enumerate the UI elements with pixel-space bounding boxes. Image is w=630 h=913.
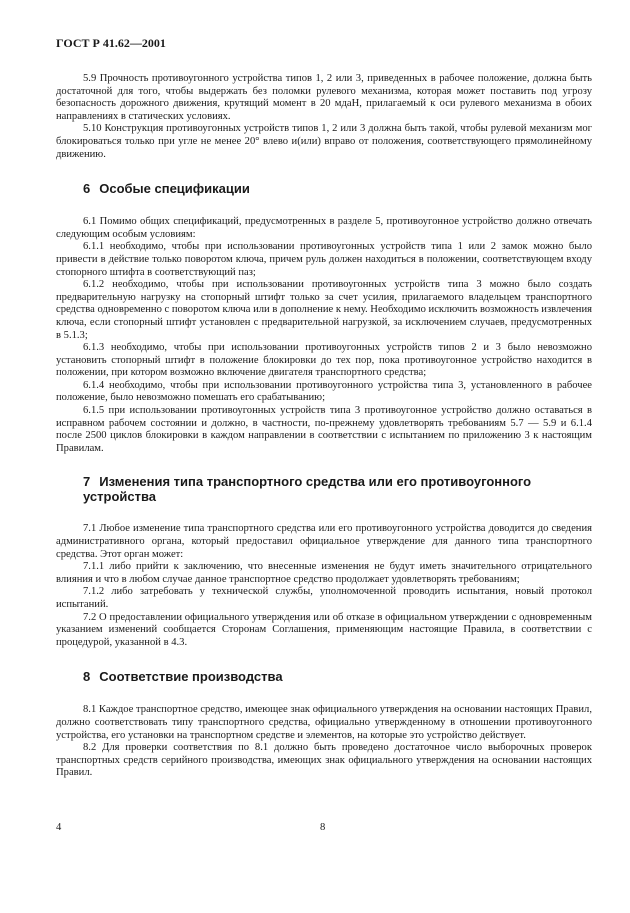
section-number: 8 (83, 669, 91, 685)
section-6-heading (56, 181, 592, 196)
page-number-center: 8 (320, 822, 326, 833)
paragraph-8-1: 8.1 Каждое транспортное средство, имеющее знак официального утверждения на основании настоящих Правил, должно соответствовать типу транспортного средства, официально утвержденному в отношении противоугонного устройства, его установки на транспортном средстве и элементов, на которые это устройство действует. (56, 704, 592, 741)
paragraph-6-1-5: 6.1.5 при использовании противоугонных устройств типа 3 противоугонное устройство должно оставаться в исправном рабочем состоянии и должно, в частности, по-прежнему удовлетворять требованиям 5.7 — 5.9 и 6.1.4 после 2500 циклов блокировки в каждом направлении в соответствии с испытанием по приложению 3 к настоящим Правилам. (56, 405, 592, 454)
section-number: 6 (83, 181, 91, 197)
paragraph-6-1: 6.1 Помимо общих спецификаций, предусмотренных в разделе 5, противоугонное устройство должно отвечать следующим особым условиям: (56, 216, 592, 240)
paragraph-7-2: 7.2 О предоставлении официального утверждения или об отказе в официальном утверждении с одновременным указанием изменений сообщается Сторонам Соглашения, применяющим настоящие Правила, в соответствии с процедурой, указанной в 4.3. (56, 611, 592, 648)
paragraph-8-2: 8.2 Для проверки соответствия по 8.1 должно быть проведено достаточное число выборочных проверок транспортных средств серийного производства, имеющих знак официального утверждения на основании настоящих Правил. (56, 742, 592, 779)
section-title: Особые спецификации (99, 181, 250, 197)
paragraph-7-1-2: 7.1.2 либо затребовать у технической службы, уполномоченной проводить испытания, новый протокол испытаний. (56, 586, 592, 610)
paragraph-6-1-1: 6.1.1 необходимо, чтобы при использовании противоугонных устройств типа 1 или 2 замок можно было привести в действие только поворотом ключа, причем руль должен находиться в положении, соответствующем входу стопорного штифта в соответствующий паз; (56, 241, 592, 278)
section-title: Соответствие производства (99, 669, 283, 685)
paragraph-6-1-2: 6.1.2 необходимо, чтобы при использовании противоугонных устройств типа 3 можно было создать предварительную нагрузку на стопорный штифт только за счет усилия, прилагаемого владельцем транспортного средства одновременно с поворотом ключа или в дополнение к нему. Необходимо исключить возможность извлечения ключа, если стопорный штифт установлен с предварительной нагрузкой, за исключением случаев, предусмотренных в 5.1.3; (56, 279, 592, 341)
document-page (56, 36, 592, 780)
document-header: ГОСТ Р 41.62—2001 (56, 36, 166, 50)
section-title-line2: устройства (83, 489, 157, 505)
paragraph-7-1: 7.1 Любое изменение типа транспортного средства или его противоугонного устройства доводится до сведения административного органа, который предоставил официальное утверждение для данного типа транспортного средства. Этот орган может: (56, 523, 592, 560)
paragraph-6-1-4: 6.1.4 необходимо, чтобы при использовании противоугонного устройства типа 3, установленного в рабочее положение, было невозможно помешать его срабатыванию; (56, 379, 592, 404)
paragraph-6-1-3: 6.1.3 необходимо, чтобы при использовании противоугонных устройств типов 2 и 3 было невозможно установить стопорный штифт в положение блокировки до тех пор, пока противоугонное устройство находится в положении, при котором возможно включение двигателя транспортного средства; (56, 342, 592, 379)
paragraph-7-1-1: 7.1.1 либо прийти к заключению, что внесенные изменения не будут иметь значительного отрицательного влияния и что в любом случае данное транспортное средство продолжает удовлетворять требованиям; (56, 561, 592, 585)
section-8-heading (56, 669, 592, 684)
paragraph-5-10: 5.10 Конструкция противоугонных устройств типов 1, 2 или 3 должна быть такой, чтобы рулевой механизм мог блокироваться только при угле не менее 20° влево и(или) вправо от положения, соответствующего прямолинейному движению. (56, 123, 592, 160)
section-title-line1: Изменения типа транспортного средства или его противоугонного (99, 474, 532, 490)
section-number: 7 (83, 474, 91, 490)
paragraph-5-9: 5.9 Прочность противоугонного устройства типов 1, 2 или 3, приведенных в рабочее положение, должна быть достаточной для того, чтобы выдержать без поломки рулевого механизма, которая может поставить под угрозу безопасность дорожного движения, крутящий момент в 20 мдаН, прилагаемый к оси рулевого механизма в обоих направлениях в статических условиях. (56, 73, 592, 122)
page-number-left: 4 (56, 822, 62, 833)
section-7-heading (56, 474, 592, 504)
